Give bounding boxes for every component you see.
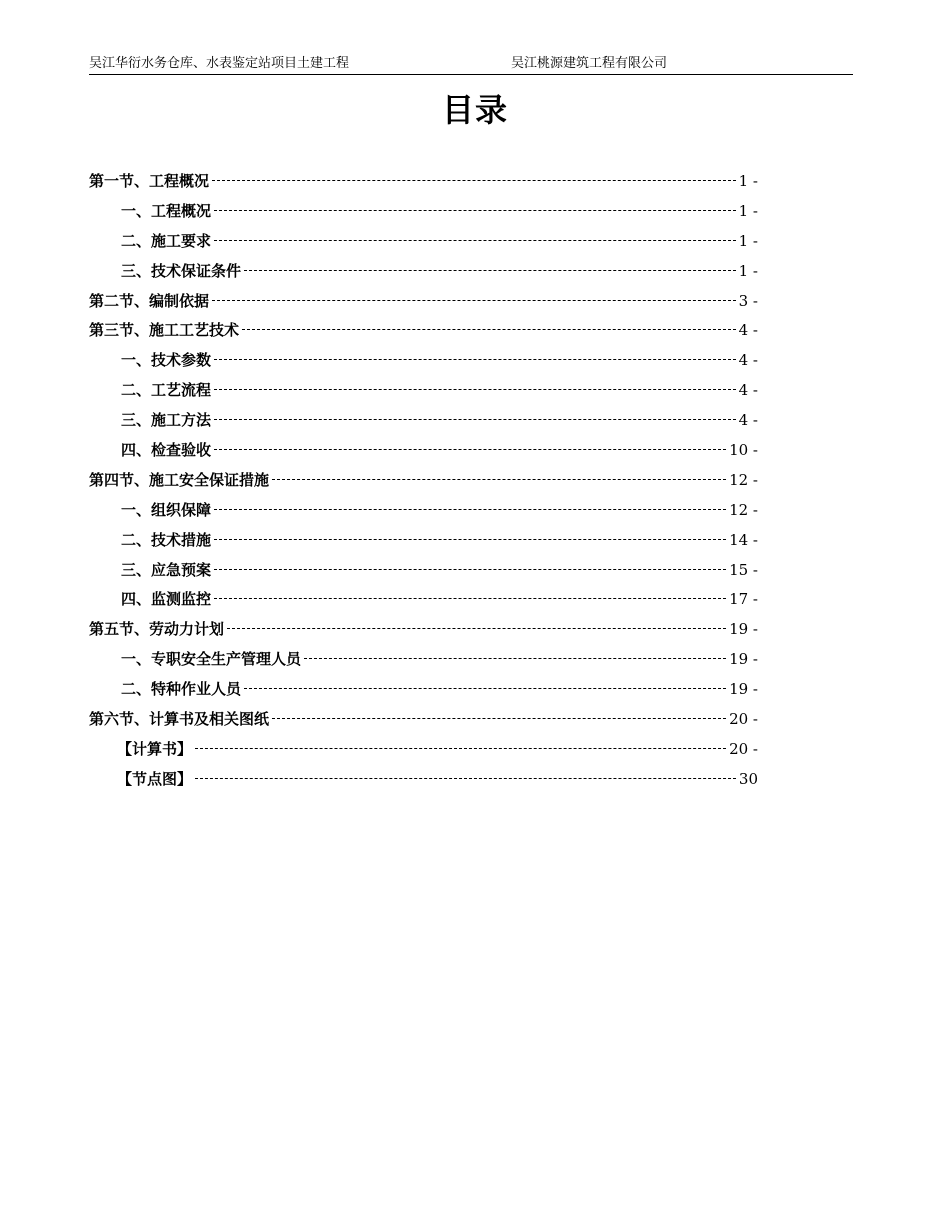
toc-entry[interactable] bbox=[89, 406, 758, 436]
toc-dot-leader bbox=[214, 389, 736, 390]
toc-dot-leader bbox=[214, 569, 726, 570]
toc-dot-leader bbox=[212, 180, 736, 181]
toc-entry-label: 一、专职安全生产管理人员 bbox=[121, 650, 302, 669]
toc-entry[interactable] bbox=[89, 645, 758, 675]
toc-dot-leader bbox=[214, 598, 726, 599]
toc-dot-leader bbox=[244, 688, 726, 689]
toc-entry-page-number: 17 - bbox=[729, 590, 758, 609]
page-title: 目录 bbox=[441, 91, 508, 129]
toc-entry-page-number: 1 - bbox=[738, 231, 758, 250]
toc-entry-label: 二、特种作业人员 bbox=[121, 680, 242, 699]
toc-dot-leader bbox=[214, 509, 726, 510]
toc-entry-label: 一、技术参数 bbox=[121, 351, 212, 370]
toc-dot-leader bbox=[214, 449, 726, 450]
toc-entry[interactable] bbox=[89, 496, 758, 526]
toc-entry-page-number: 1 - bbox=[738, 261, 758, 280]
toc-entry-page-number: 10 - bbox=[729, 441, 758, 460]
toc-entry-label: 三、应急预案 bbox=[121, 560, 212, 579]
toc-entry-label: 四、检查验收 bbox=[121, 441, 212, 460]
toc-entry-label: 二、工艺流程 bbox=[121, 381, 212, 400]
toc-entry-label: 第三节、施工工艺技术 bbox=[89, 321, 240, 340]
toc-entry-label: 第一节、工程概况 bbox=[89, 172, 210, 190]
toc-entry-page-number: 19 - bbox=[729, 680, 758, 699]
toc-entry[interactable] bbox=[89, 466, 758, 496]
toc-entry[interactable] bbox=[89, 615, 758, 645]
toc-entry-page-number: 20 - bbox=[729, 710, 758, 729]
toc-entry[interactable] bbox=[89, 585, 758, 615]
toc-entry[interactable] bbox=[89, 705, 758, 735]
toc-dot-leader bbox=[195, 778, 736, 779]
toc-entry-label: 第四节、施工安全保证措施 bbox=[89, 470, 270, 489]
toc-entry-page-number: 3 - bbox=[738, 291, 758, 310]
toc-dot-leader bbox=[214, 419, 736, 420]
toc-entry[interactable] bbox=[89, 287, 758, 317]
toc-entry-label: 二、技术措施 bbox=[121, 530, 212, 549]
toc-entry-page-number: 19 - bbox=[729, 620, 758, 639]
toc-entry-label: 三、施工方法 bbox=[121, 411, 212, 430]
table-of-contents bbox=[89, 167, 758, 795]
toc-entry[interactable] bbox=[89, 167, 758, 197]
toc-entry-page-number: 4 - bbox=[738, 381, 758, 400]
toc-dot-leader bbox=[214, 210, 736, 211]
toc-entry-label: 一、工程概况 bbox=[121, 201, 212, 220]
toc-entry[interactable] bbox=[89, 227, 758, 257]
toc-entry-label: 第六节、计算书及相关图纸 bbox=[89, 710, 270, 729]
toc-entry-page-number: 12 - bbox=[729, 470, 758, 489]
toc-entry-page-number: 1 - bbox=[738, 201, 758, 220]
toc-entry-label: 三、技术保证条件 bbox=[121, 261, 242, 280]
toc-entry[interactable] bbox=[89, 765, 758, 795]
toc-entry[interactable] bbox=[89, 556, 758, 586]
page-header bbox=[89, 56, 853, 75]
toc-entry[interactable] bbox=[89, 257, 758, 287]
toc-entry-label: 四、监测监控 bbox=[121, 590, 212, 609]
toc-dot-leader bbox=[214, 359, 736, 360]
toc-entry[interactable] bbox=[89, 526, 758, 556]
header-project-name: 吴江华衍水务仓库、水表鉴定站项目土建工程 bbox=[89, 56, 350, 71]
toc-entry-page-number: 1 - bbox=[738, 172, 758, 190]
toc-dot-leader bbox=[212, 300, 736, 301]
header-company-name: 吴江桃源建筑工程有限公司 bbox=[511, 56, 668, 71]
toc-entry[interactable] bbox=[89, 316, 758, 346]
toc-entry-page-number: 4 - bbox=[738, 321, 758, 340]
toc-entry-page-number: 20 - bbox=[729, 739, 758, 758]
toc-dot-leader bbox=[244, 270, 736, 271]
toc-entry-page-number: 14 - bbox=[729, 530, 758, 549]
toc-entry[interactable] bbox=[89, 346, 758, 376]
toc-dot-leader bbox=[272, 479, 726, 480]
toc-entry-label: 一、组织保障 bbox=[121, 500, 212, 519]
toc-dot-leader bbox=[214, 240, 736, 241]
toc-entry[interactable] bbox=[89, 735, 758, 765]
toc-dot-leader bbox=[304, 658, 726, 659]
toc-dot-leader bbox=[242, 329, 736, 330]
toc-dot-leader bbox=[214, 539, 726, 540]
toc-entry-page-number: 30 bbox=[738, 769, 758, 788]
toc-entry[interactable] bbox=[89, 436, 758, 466]
toc-entry-label: 第五节、劳动力计划 bbox=[89, 620, 225, 639]
toc-entry[interactable] bbox=[89, 197, 758, 227]
toc-dot-leader bbox=[272, 718, 726, 719]
toc-entry-page-number: 15 - bbox=[729, 560, 758, 579]
toc-entry-page-number: 19 - bbox=[729, 650, 758, 669]
toc-entry[interactable] bbox=[89, 376, 758, 406]
toc-dot-leader bbox=[227, 628, 726, 629]
toc-entry[interactable] bbox=[89, 675, 758, 705]
toc-entry-label: 二、施工要求 bbox=[121, 231, 212, 250]
toc-entry-label: 【节点图】 bbox=[117, 769, 193, 788]
toc-entry-page-number: 4 - bbox=[738, 351, 758, 370]
toc-entry-page-number: 12 - bbox=[729, 500, 758, 519]
toc-dot-leader bbox=[195, 748, 726, 749]
toc-entry-label: 第二节、编制依据 bbox=[89, 291, 210, 310]
toc-entry-page-number: 4 - bbox=[738, 411, 758, 430]
toc-entry-label: 【计算书】 bbox=[117, 739, 193, 758]
